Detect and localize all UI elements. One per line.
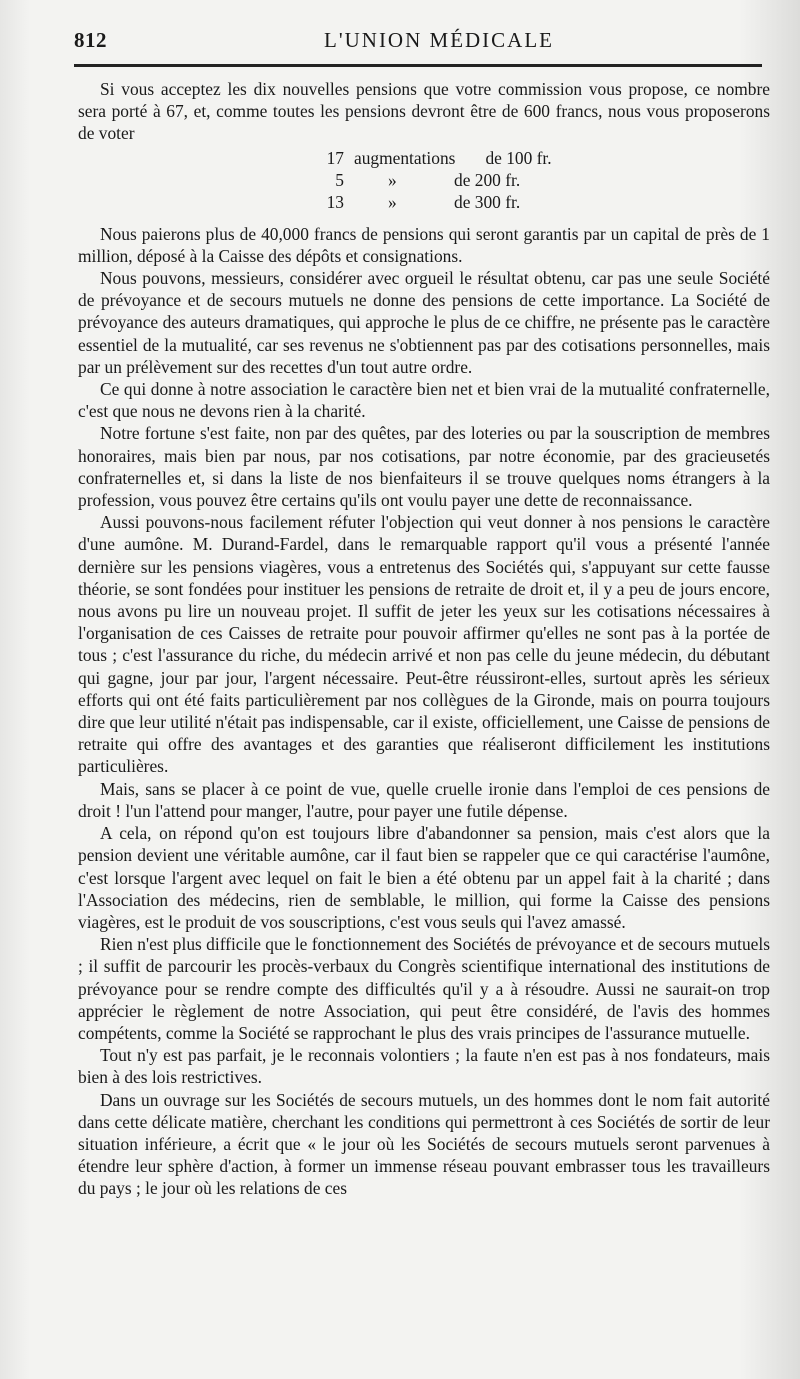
augmentation-label: »	[388, 191, 397, 212]
augmentations-list	[78, 147, 770, 213]
paragraph: Mais, sans se placer à ce point de vue, quelle cruelle ironie dans l'emploi de ces pensions de droit ! l'un l'attend pour manger, l'autre, pour payer une futile dépense.	[78, 778, 770, 821]
paragraph: Aussi pouvons-nous facilement réfuter l'objection qui veut donner à nos pensions le caractère d'une aumône. M. Durand-Fardel, dans le remarquable rapport qu'il vous a présenté l'année dernière sur les pensions viagères, vous a entretenus des Sociétés qui, s'appuyant sur cette fausse théorie, se sont fondées pour instituer les pensions de retraite de droit et, il y a peu de jours encore, nous avons pu lire un nouveau projet. Il suffit de jeter les yeux sur les cotisations nécessaires à l'organisation de ces Caisses de retraite pour pouvoir affirmer qu'elles ne sont pas à la portée de tous ; c'est l'assurance du riche, du médecin arrivé et non pas celle du jeune médecin, du débutant qui gagne, jour par jour, l'argent nécessaire. Peut-être réussiront-elles, surtout après les sérieux efforts qui ont été faits particulièrement par nos collègues de la Gironde, mais on pourra toujours dire que leur utilité n'était pas indispensable, car il existe, officiellement, une Caisse de pensions de retraite qui offre des avantages et des garanties que réaliseront difficilement les institutions particulières.	[78, 512, 770, 777]
augmentation-count: 13	[326, 191, 344, 212]
paragraph: Nous paierons plus de 40,000 francs de pensions qui seront garantis par un capital de près de 1 million, déposé à la Caisse des dépôts et consignations.	[78, 223, 770, 266]
header-rule	[74, 64, 762, 67]
augmentation-amount: de 200 fr.	[454, 169, 521, 190]
intro-paragraph: Si vous acceptez les dix nouvelles pensions que votre commission vous propose, ce nombre sera porté à 67, et, comme toutes les pensions devront être de 600 francs, nous vous proposerons de voter	[78, 79, 770, 144]
paragraph: Rien n'est plus difficile que le fonctionnement des Sociétés de prévoyance et de secours mutuels ; il suffit de parcourir les procès-verbaux du Congrès scientifique international des institutions de prévoyance pour se rendre compte des difficultés qu'il y a à résoudre. Aussi ne saurait-on trop apprécier le règlement de notre Association, qui peut être considéré, de l'avis des hommes compétents, comme la Société se rapprochant le plus des vrais principes de l'assurance mutuelle.	[78, 934, 770, 1043]
list-item	[78, 147, 770, 169]
augmentation-amount: de 300 fr.	[454, 191, 521, 212]
journal-title: L'UNION MÉDICALE	[324, 28, 555, 52]
paragraph: Tout n'y est pas parfait, je le reconnais volontiers ; la faute n'en est pas à nos fondateurs, mais bien à des lois restrictives.	[78, 1045, 770, 1088]
augmentation-amount: de 100 fr.	[485, 147, 552, 168]
article-body	[78, 78, 770, 1200]
paragraph: Nous pouvons, messieurs, considérer avec orgueil le résultat obtenu, car pas une seule Société de prévoyance et de secours mutuels ne donne des pensions de cette importance. La Société de prévoyance des auteurs dramatiques, qui approche le plus de ce chiffre, ne présente pas le caractère essentiel de la mutualité, car ses revenus ne s'obtiennent pas par des cotisations personnelles, mais par un prélèvement sur des recettes d'un tout autre ordre.	[78, 268, 770, 377]
paragraph: A cela, on répond qu'on est toujours libre d'abandonner sa pension, mais c'est alors que la pension devient une véritable aumône, car il faut bien se rappeler que ce qui caractérise l'aumône, c'est lorsque l'argent avec lequel on fait le bien a été obtenu par un appel fait à la charité ; dans l'Association des médecins, rien de semblable, le million, qui forme la Caisse des pensions viagères, est le produit de vos souscriptions, c'est vous seuls qui l'avez amassé.	[78, 823, 770, 932]
page-header	[74, 28, 764, 60]
paragraph: Ce qui donne à notre association le caractère bien net et bien vrai de la mutualité confraternelle, c'est que nous ne devons rien à la charité.	[78, 379, 770, 422]
paragraph: Dans un ouvrage sur les Sociétés de secours mutuels, un des hommes dont le nom fait autorité dans cette délicate matière, cherchant les conditions qui permettront à ces Sociétés de sortir de leur situation inférieure, a écrit que « le jour où les Sociétés de secours mutuels seront parvenues à étendre leur sphère d'action, à former un immense réseau pouvant embrasser tous les travailleurs du pays ; le jour où les relations de ces	[78, 1089, 770, 1199]
list-item	[78, 169, 770, 191]
paragraph: Notre fortune s'est faite, non par des quêtes, par des loteries ou par la souscription de membres honoraires, mais bien par nous, par nos cotisations, par notre économie, par des gracieusetés confraternelles et, si dans la liste de nos bienfaiteurs il se trouve quelques noms étrangers à la profession, vous pouvez être certains qu'ils ont voulu payer une dette de reconnaissance.	[78, 423, 770, 511]
augmentation-label: »	[388, 169, 397, 190]
augmentation-count: 5	[335, 169, 344, 190]
list-item	[78, 191, 770, 213]
page-number: 812	[74, 28, 107, 52]
augmentation-label: augmentations	[354, 147, 456, 168]
augmentation-count: 17	[326, 147, 344, 168]
